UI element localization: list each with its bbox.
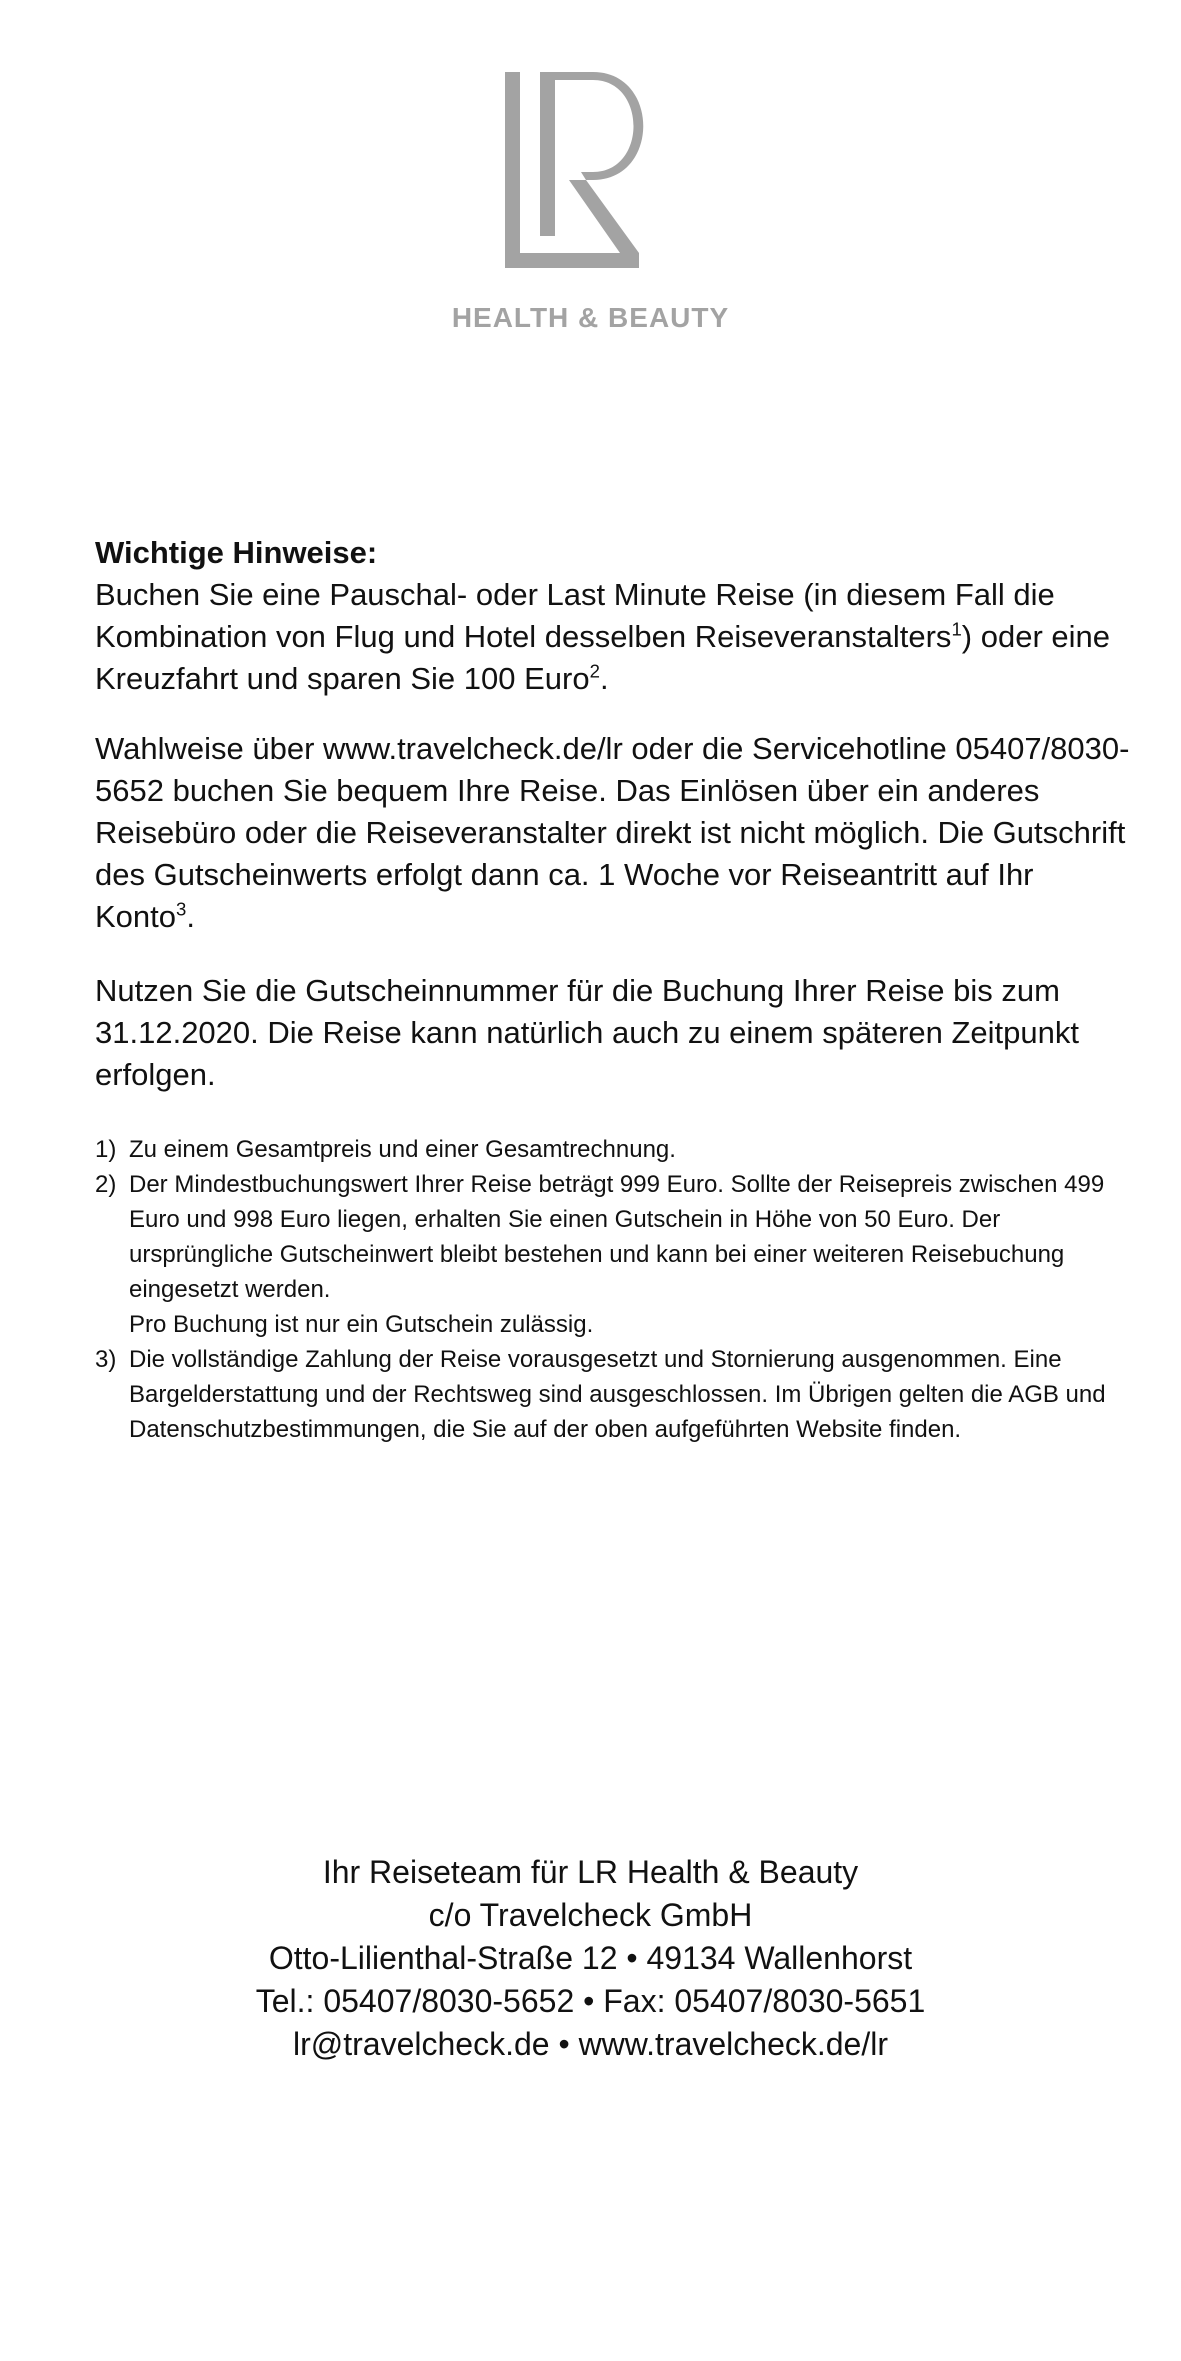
notice-paragraph-2 [95, 728, 1135, 938]
footnote-item [95, 1167, 1135, 1342]
brand-tagline: HEALTH & BEAUTY [451, 302, 730, 333]
footer-address: Otto-Lilienthal-Straße 12 • 49134 Wallenhorst [268, 1940, 913, 1976]
footer-email-web: lr@travelcheck.de • www.travelcheck.de/lr [293, 2026, 888, 2062]
footnote-number: 1) [95, 1136, 117, 1163]
footer-phone-fax: Tel.: 05407/8030-5652 • Fax: 05407/8030-5651 [255, 1983, 926, 2019]
footer-company: c/o Travelcheck GmbH [428, 1897, 753, 1933]
footnote-text: Zu einem Gesamtpreis und einer Gesamtrechnung. [129, 1136, 676, 1163]
notice-paragraph-3: Nutzen Sie die Gutscheinnummer für die Buchung Ihrer Reise bis zum 31.12.2020. Die Reise kann natürlich auch zu einem späteren Zeitpunkt erfolgen. [95, 973, 1079, 1092]
paragraph-2-text: Wahlweise über www.travelcheck.de/lr oder die Servicehotline 05407/8030-5652 buchen Sie bequem Ihre Reise. Das Einlösen über ein anderes Reisebüro oder die Reiseveranstalter direkt ist nicht möglich. Die Gutschrift des Gutscheinwerts erfolgt dann ca. 1 Woche vor Reiseantritt auf Ihr Konto [95, 731, 1130, 934]
footnote-ref-1: 1 [951, 618, 962, 640]
footnote-2-extra: Pro Buchung ist nur ein Gutschein zulässig. [129, 1311, 594, 1338]
footnote-ref-2: 2 [589, 660, 600, 682]
footnote-number: 2) [95, 1171, 117, 1198]
footnote-2-main: Der Mindestbuchungswert Ihrer Reise beträgt 999 Euro. Sollte der Reisepreis zwischen 499 Euro und 998 Euro liegen, erhalten Sie einen Gutschein in Höhe von 50 Euro. Der ursprüngliche Gutscheinwert bleibt bestehen und kann bei einer weiteren Reisebuchung eingesetzt werden. [129, 1171, 1105, 1303]
footnote-item [95, 1132, 1135, 1167]
paragraph-2-end: . [186, 899, 195, 934]
notice-heading: Wichtige Hinweise: [95, 535, 378, 570]
footer-team: Ihr Reiseteam für LR Health & Beauty [322, 1854, 859, 1890]
lr-logo-mark [505, 72, 643, 268]
lr-logo [505, 72, 685, 268]
paragraph-1-text-c: . [599, 661, 609, 696]
footnotes-list [95, 1132, 1135, 1447]
notice-paragraph-1 [95, 574, 1135, 700]
footnote-number: 3) [95, 1346, 117, 1373]
footnote-item [95, 1342, 1135, 1447]
paragraph-1-text-a: Buchen Sie eine Pauschal- oder Last Minute Reise (in diesem Fall die Kombination von Flug und Hotel desselben Reiseveranstalters [95, 577, 1055, 654]
footnote-text [129, 1167, 1135, 1342]
notice-section [95, 532, 1135, 1447]
contact-footer [0, 1851, 1181, 2066]
paragraph-1-text-b: ) oder eine Kreuzfahrt und sparen Sie 100 Euro [95, 619, 1110, 696]
footnote-ref-3: 3 [176, 898, 187, 920]
footnote-text: Die vollständige Zahlung der Reise vorausgesetzt und Stornierung ausgenommen. Eine Bargelderstattung und der Rechtsweg sind ausgeschlossen. Im Übrigen gelten die AGB und Datenschutzbestimmungen, die Sie auf der oben aufgeführten Website finden. [129, 1346, 1106, 1443]
